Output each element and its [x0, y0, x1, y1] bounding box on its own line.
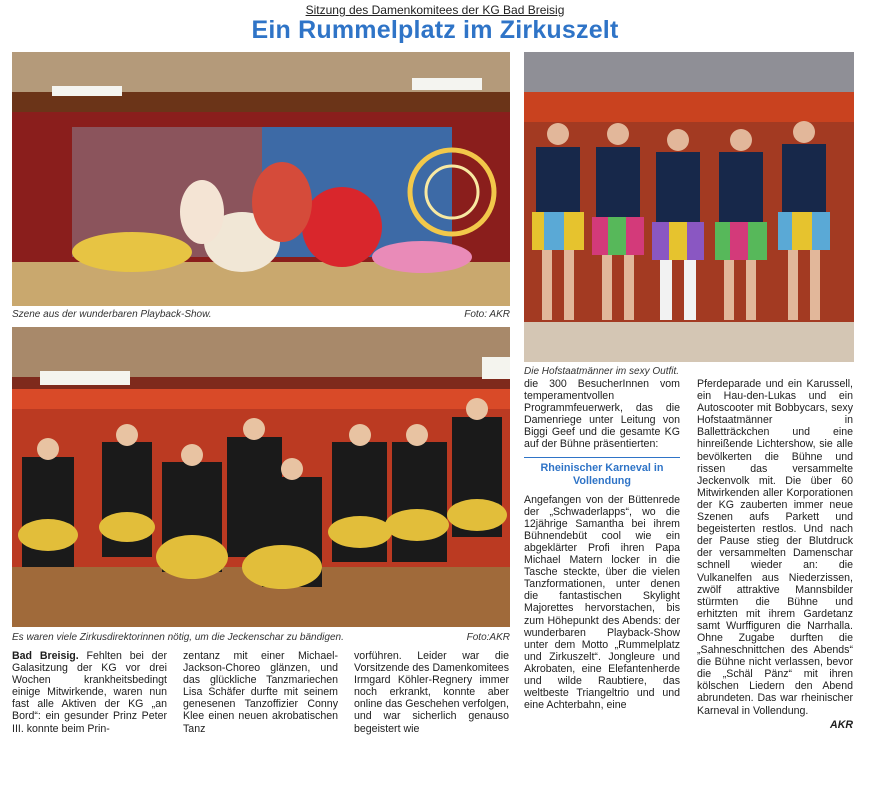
- article-column-4: [524, 378, 680, 711]
- article-lead: Bad Breisig.: [12, 650, 79, 662]
- photo-hofstaat-men: [524, 52, 854, 362]
- article-column-5: [697, 378, 853, 731]
- photo-caption-playback: Szene aus der wunderbaren Playback-Show.: [12, 309, 212, 320]
- article-col5-text: Pferdeparade und ein Karussell, ein Hau-den-Lukas und ein Autoscooter mit Bobbycars, sexy Hofstaatmänner in Balletträckchen und eine hinreißende Lichtershow, sie alle bevölkerten die Bühne und rissen das versammelte Jeckenvolk mit. Die über 60 Mitwirkenden aller Korporationen der KG zauberten immer neue Szenen aufs Parkett und begeisterten restlos. Und nach der Pause stieg der Blutdruck der versammelten Damenschar schnell wieder an: die Vulkanelfen aus Niederzissen, zwölf attraktive Mannsbilder stürmten die Bühne und erhitzten mit ihrem Gardetanz samt Wurffiguren die Narrhalla. Ohne Zugabe durften die „Sahneschnittchen des Abends“ die Bühne nicht verlassen, bevor die „Schäl Pänz“ mit ihren kölschen Liedern den Abend abrundeten. Das war rheinischer Karneval in Vollendung.: [697, 378, 853, 717]
- photo-credit-directors: Foto:AKR: [466, 632, 510, 643]
- article-col4b-text: Angefangen von der Büttenrede der „Schwaderlapps“, wo die 12jährige Samantha bei ihrem Bühnendebüt cool wie ein abgeklärter Profi ihren Papa Michael Matern locker in die Tasche steckte, über die vielen Tanzformationen, unter denen die fantastischen Skylight Majorettes hervorstachen, bis zum Höhepunkt des Abends: der wunderbaren Playback-Show unter dem Motto „Rummelplatz und Zirkuszelt“. Jongleure und Akrobaten, eine Elefantenherde und wilde Raubtiere, das weltbeste Triangeltrio und und eine Achterbahn, eine: [524, 493, 680, 712]
- photo-circus-directors: [12, 327, 510, 627]
- article-column-3: [354, 650, 509, 735]
- article-col4a-text: die 300 BesucherInnen vom temperamentvollen Programmfeuerwerk, das die Damenriege unter Leitung von Biggi Geef und die gesamte KG auf der Bühne präsentierten:: [524, 378, 680, 451]
- article-subhead: Rheinischer Karneval in Vollendung: [524, 457, 680, 488]
- photo-credit-playback: Foto: AKR: [464, 309, 510, 320]
- photo-playback-show: [12, 52, 510, 306]
- article-column-1: [12, 650, 167, 735]
- article-col1-text: Fehlten bei der Galasitzung der KG vor drei Wochen krankheitsbedingt einige Mitwirkende, waren nun fast alle Aktiven der KG „an Bord“: ein gesunder Prinz Peter III. konnte beim Prin-: [12, 650, 167, 735]
- article-headline: Ein Rummelplatz im Zirkuszelt: [251, 16, 619, 44]
- article-signature: AKR: [830, 718, 853, 731]
- article-col2-text: zentanz mit einer Michael-Jackson-Choreo glänzen, und das glückliche Tanzmariechen Lisa Schäfer durfte mit seinem genesenen Tanzoffizier Conny Klee einen neuen akrobatischen Tanz: [183, 650, 338, 735]
- photo-caption-hofstaat: Die Hofstaatmänner im sexy Outfit.: [524, 366, 680, 377]
- photo-caption-directors: Es waren viele Zirkusdirektorinnen nötig, um die Jeckenschar zu bändigen.: [12, 632, 344, 643]
- article-kicker: Sitzung des Damenkomitees der KG Bad Breisig: [305, 3, 565, 17]
- article-column-2: [183, 650, 338, 735]
- article-col3-text: vorführen. Leider war die Vorsitzende des Damenkomitees Irmgard Köhler-Regnery immer noch erkrankt, konnte aber online das Geschehen verfolgen, und war sicherlich genauso begeistert wie: [354, 650, 509, 735]
